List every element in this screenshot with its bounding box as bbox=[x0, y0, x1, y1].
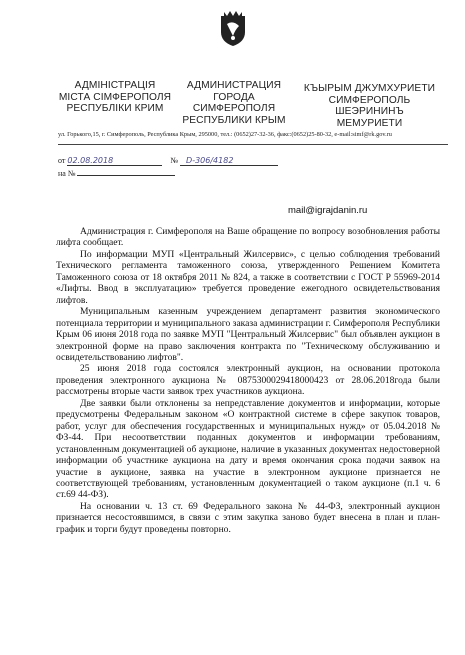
header-line: АДМИНИСТРАЦИЯ bbox=[186, 80, 282, 91]
registration-line bbox=[58, 156, 278, 166]
header-line: СИМФЕРОПОЛЬ bbox=[328, 94, 411, 106]
letter-body bbox=[56, 226, 440, 535]
number-field bbox=[180, 156, 278, 166]
body-paragraph: 25 июня 2018 года состоялся электронный аукцион, на основании протокола проведения электронного аукциона № 0875300029418000423 от 28.06.2018года были рассмотрены вторые части заявок трех участников аукциона. bbox=[56, 363, 440, 398]
header-line: КЪЫРЫМ ДЖУМХУРИЕТИ bbox=[303, 83, 436, 94]
header-ukrainian bbox=[50, 80, 180, 115]
header-line: РЕСПУБЛІКИ КРИМ bbox=[66, 103, 164, 114]
header-line: РЕСПУБЛИКИ КРЫМ bbox=[182, 114, 286, 126]
header-line: ШЕЭРИНИНЪ bbox=[335, 106, 404, 117]
reference-line bbox=[58, 169, 175, 178]
from-label: от bbox=[58, 156, 66, 165]
number-value: D-306/4182 bbox=[186, 156, 234, 165]
reference-label: на № bbox=[58, 169, 76, 178]
header-divider bbox=[58, 144, 448, 145]
number-label: № bbox=[170, 156, 179, 165]
date-field bbox=[67, 156, 162, 166]
body-paragraph: По информации МУП «Центральный Жилсервис», с целью соблюдения требований Технического регламента таможенного союза, утвержденного Решением Комитета Таможенного союза от 18 октября 2011 № 824, а также в соответствии с ГОСТ Р 55969-2014 «Лифты. Ввод в эксплуатацию» требуется проведение ежегодного освидетельствования лифтов. bbox=[56, 248, 440, 306]
body-paragraph: На основании ч. 13 ст. 69 Федерального закона № 44-ФЗ, электронный аукцион признается несостоявшимся, в связи с этим закупка заново будет внесена в план и план-график и торги будут проведены повторно. bbox=[56, 500, 440, 535]
body-paragraph: Администрация г. Симферополя на Ваше обращение по вопросу возобновления работы лифта сообщает. bbox=[56, 226, 440, 249]
body-paragraph: Две заявки были отклонены за непредставление документов и информации, которые предусмотрены Федеральным законом «О контрактной системе в сфере закупок товаров, работ, услуг для обеспечения государственных и муниципальных нужд» от 05.04.2018 № ФЗ-44. При несоответствии поданных документов и информации требованиям, установленным документацией об аукционе, наличие в указанных документах недостоверной информации об участнике аукциона на дату и время окончания срока подачи заявок на участие в аукционе, заявка на участие в электронном аукционе признается не соответствующей требованиям, установленным документацией о таком аукционе (п.1 ч. 6 ст.69 44-ФЗ). bbox=[56, 397, 440, 501]
address-line: ул. Горького,15, г. Симферополь, Республика Крым, 295000, тел.: (0652)27-32-36, факс:(0652)25-80-32, e-mail:simf@rk.gov.ru bbox=[58, 131, 392, 138]
coat-of-arms-icon bbox=[218, 8, 248, 48]
body-paragraph: Муниципальным казенным учреждением департамент развития экономического потенциала территории и муниципального заказа администрации г. Симферополя Республики Крым 06 июня 2018 года по заявке МУП "Центральный Жилсервис" был объявлен аукцион в электронной форме на право заключения контракта по "Техническому обслуживанию и освидетельствованию лифтов". bbox=[56, 306, 440, 363]
header-line: ГОРОДА СИМФЕРОПОЛЯ bbox=[192, 91, 276, 114]
header-line: МЕМУРИЕТИ bbox=[336, 117, 403, 129]
header-line: МІСТА СІМФЕРОПОЛЯ bbox=[58, 91, 172, 103]
header-line: АДМІНІСТРАЦІЯ bbox=[74, 80, 156, 91]
reference-field bbox=[77, 175, 175, 176]
recipient-email: mail@igrajdanin.ru bbox=[288, 205, 368, 216]
date-value: 02.08.2018 bbox=[67, 156, 114, 165]
header-crimean-tatar bbox=[302, 83, 437, 129]
header-russian bbox=[174, 80, 294, 126]
